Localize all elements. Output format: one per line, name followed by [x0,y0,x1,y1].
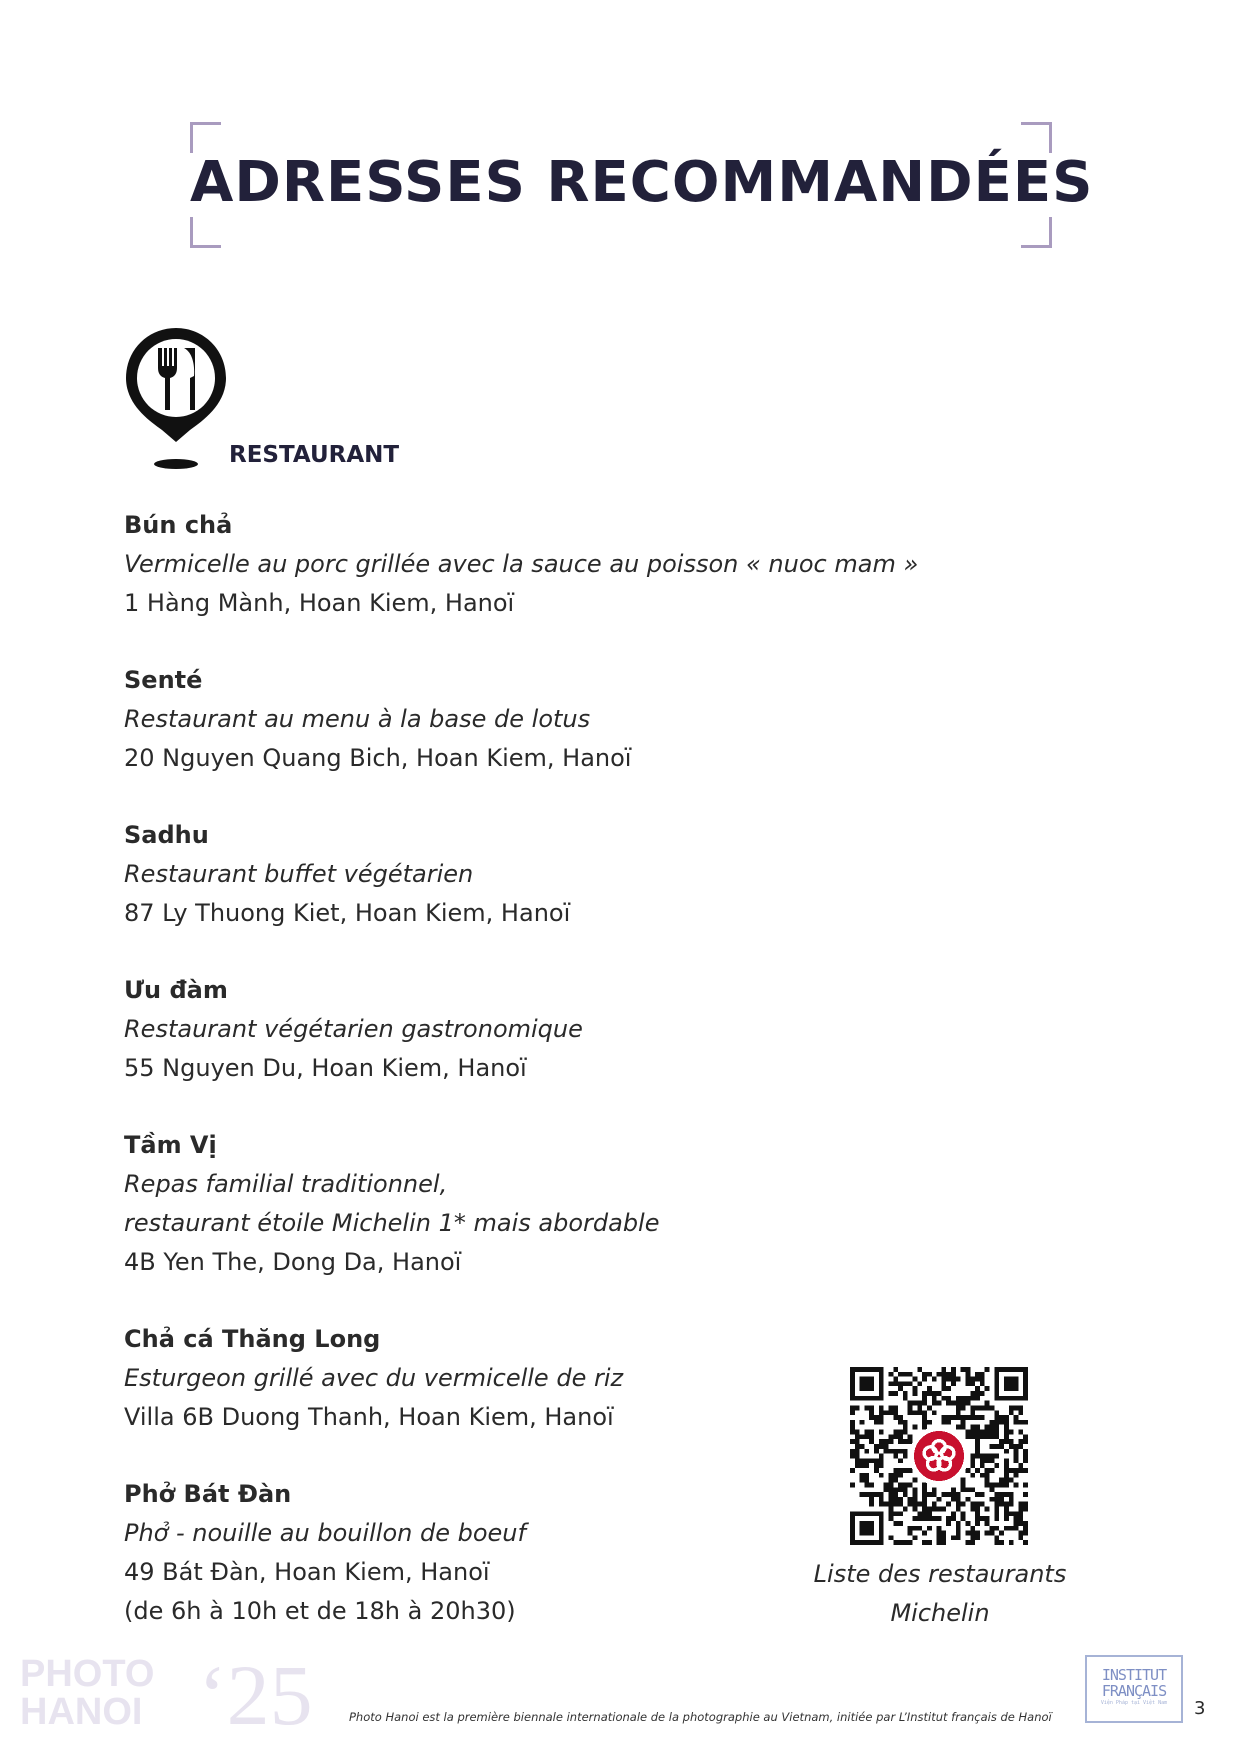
restaurant-address: 49 Bát Đàn, Hoan Kiem, Hanoï [124,1558,490,1586]
list-item [124,1126,884,1282]
list-item [124,971,884,1088]
frame-corner [1021,122,1052,153]
page-title: ADRESSES RECOMMANDÉES [190,150,1094,215]
list-item [124,1475,884,1631]
restaurant-name: Sadhu [124,821,209,849]
restaurant-description: Restaurant au menu à la base de lotus [124,705,591,733]
restaurant-description: Restaurant buffet végétarien [124,860,474,888]
restaurant-name: Tầm Vị [124,1131,217,1159]
list-item [124,1320,884,1437]
institut-logo-text: INSTITUT [1101,1666,1167,1684]
logo-year: ‘25 [198,1648,313,1728]
restaurant-description: Restaurant végétarien gastronomique [124,1015,583,1043]
logo-text: HANOI [20,1691,143,1728]
restaurant-hours: (de 6h à 10h et de 18h à 20h30) [124,1597,516,1625]
restaurant-description: Repas familial traditionnel, [124,1170,448,1198]
restaurant-address: 87 Ly Thuong Kiet, Hoan Kiem, Hanoï [124,899,571,927]
list-item [124,816,884,933]
restaurant-description: restaurant étoile Michelin 1* mais abordable [124,1209,660,1237]
restaurant-address: 1 Hàng Mành, Hoan Kiem, Hanoï [124,589,515,617]
section-label: RESTAURANT [229,442,400,468]
list-item [124,661,884,778]
page-number: 3 [1194,1698,1206,1719]
restaurant-name: Ưu đàm [124,976,228,1004]
restaurant-address: 20 Nguyen Quang Bich, Hoan Kiem, Hanoï [124,744,632,772]
restaurant-address: 55 Nguyen Du, Hoan Kiem, Hanoï [124,1054,527,1082]
restaurant-pin-icon [122,324,230,472]
restaurant-address: 4B Yen The, Dong Da, Hanoï [124,1248,462,1276]
title-frame [190,122,1094,248]
institut-logo-subtext: Viện Pháp tại Việt Nam [1100,1700,1168,1706]
qr-caption-line: Liste des restaurants [813,1560,1067,1588]
frame-corner [1021,217,1052,248]
frame-corner [190,122,221,153]
institut-francais-logo [1085,1655,1183,1723]
institut-logo-text: FRANÇAIS [1101,1682,1167,1700]
restaurant-address: Villa 6B Duong Thanh, Hoan Kiem, Hanoï [124,1403,614,1431]
restaurant-name: Senté [124,666,203,694]
michelin-qr-code[interactable] [850,1367,1028,1545]
restaurant-name: Bún chả [124,511,233,539]
footer-text: Photo Hanoi est la première biennale internationale de la photographie au Vietnam, initiée par L’Institut français de Hanoï [349,1710,1052,1724]
logo-text: PHOTO [20,1653,155,1695]
restaurant-list [124,506,919,1669]
restaurant-description: Esturgeon grillé avec du vermicelle de riz [124,1364,624,1392]
photo-hanoi-logo [20,1648,330,1728]
restaurant-name: Chả cá Thăng Long [124,1325,381,1353]
restaurant-description: Vermicelle au porc grillée avec la sauce au poisson « nuoc mam » [124,550,919,578]
restaurant-description: Phở - nouille au bouillon de boeuf [124,1519,526,1547]
list-item [124,506,919,623]
qr-caption-line: Michelin [890,1599,990,1627]
qr-caption [812,1555,1068,1633]
restaurant-name: Phở Bát Đàn [124,1480,292,1508]
frame-corner [190,217,221,248]
